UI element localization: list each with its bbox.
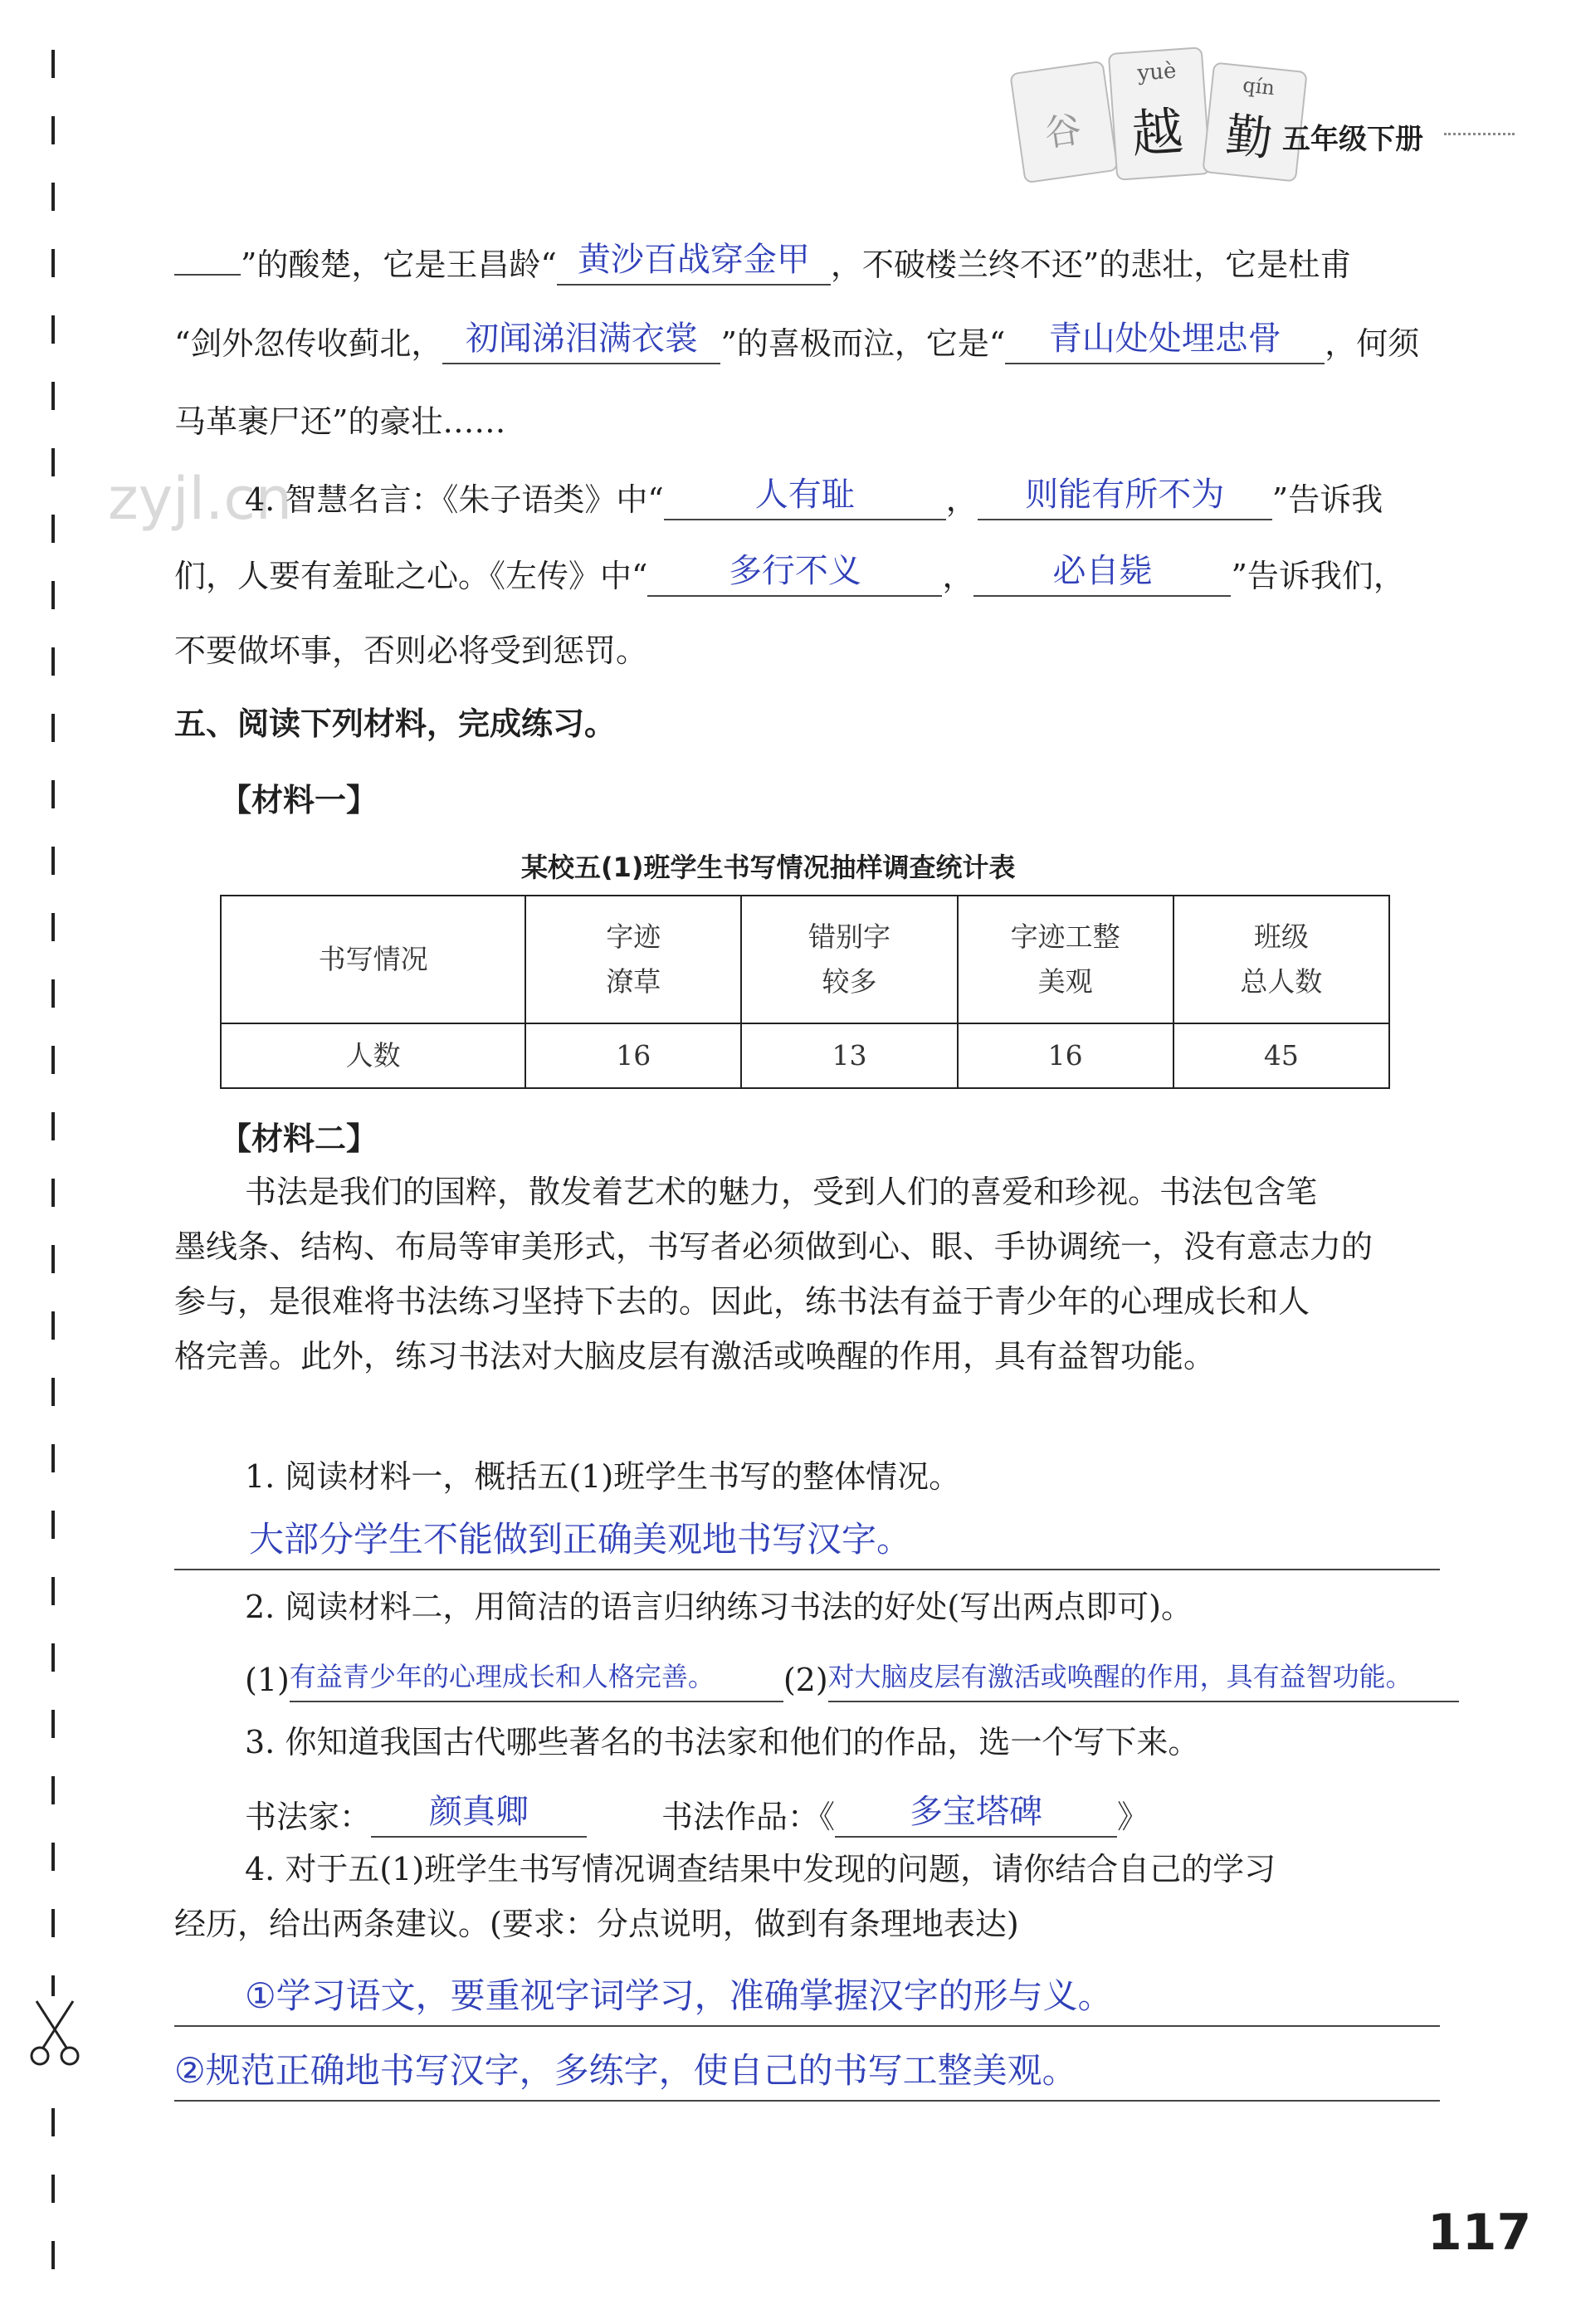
text: ”的喜极而泣，它是“ xyxy=(720,325,1006,362)
grade-label: 五年级下册 xyxy=(1282,123,1423,156)
header-cell xyxy=(1173,896,1389,1023)
header-cell xyxy=(958,896,1173,1023)
cell-text: 潦草 xyxy=(606,965,661,998)
question-3: 3. 你知道我国古代哪些著名的书法家和他们的作品，选一个写下来。 xyxy=(245,1724,1200,1760)
header-cell xyxy=(221,896,525,1023)
section-title: 五、阅读下列材料，完成练习。 xyxy=(174,706,617,742)
answer-blank xyxy=(647,552,942,597)
answer-blank xyxy=(1005,320,1325,364)
answer-text: 青山处处埋忠骨 xyxy=(1048,320,1281,358)
poem-line-3: 马革裹尸还”的豪壮…… xyxy=(174,403,506,440)
answer-blank xyxy=(371,1793,587,1838)
answer-text: 有益青少年的心理成长和人格完善。 xyxy=(289,1661,715,1692)
text: 4. 智慧名言：《朱子语类》中“ xyxy=(245,481,664,518)
text: 书法家： xyxy=(245,1799,372,1835)
text: ， xyxy=(945,481,978,518)
logo-char-qin: 勤 xyxy=(1222,108,1276,168)
material2-label: 【材料二】 xyxy=(220,1120,378,1157)
answer-line-q4-1 xyxy=(174,1975,1440,2027)
material1-label: 【材料一】 xyxy=(220,782,378,818)
text: ， xyxy=(942,558,974,594)
material2-line: 墨线条、结构、布局等审美形式，书写者必须做到心、眼、手协调统一，没有意志力的 xyxy=(174,1228,1374,1265)
text: ”告诉我们， xyxy=(1231,558,1405,594)
answer-text: 初闻涕泪满衣裳 xyxy=(465,320,698,358)
table-cell: 45 xyxy=(1173,1023,1389,1088)
cell-text: 书写情况 xyxy=(318,943,428,975)
header-logo xyxy=(996,42,1527,191)
blank-empty xyxy=(174,274,241,276)
material2-line: 格完善。此外，练习书法对大脑皮层有激活或唤醒的作用，具有益智功能。 xyxy=(174,1338,1216,1374)
logo-tile-gu xyxy=(1009,61,1119,184)
material2-line: 参与，是很难将书法练习坚持下去的。因此，练书法有益于青少年的心理成长和人 xyxy=(174,1283,1310,1320)
stats-table xyxy=(220,895,1390,1089)
answer-text: 多宝塔碑 xyxy=(910,1793,1043,1831)
cell-text: 班级 xyxy=(1253,920,1309,953)
answer-text: ①学习语文，要重视字词学习，准确掌握汉字的形与义。 xyxy=(245,1975,1113,2016)
row-label: 人数 xyxy=(221,1023,525,1088)
header-cell xyxy=(741,896,957,1023)
table-header-row xyxy=(221,896,1389,1023)
question-4-line-2: 经历，给出两条建议。(要求：分点说明，做到有条理地表达) xyxy=(174,1906,1019,1942)
text: ，何须 xyxy=(1325,325,1420,362)
answer-blank xyxy=(978,476,1272,520)
cell-text: 美观 xyxy=(1037,965,1093,998)
text: 们，人要有羞耻之心。《左传》中“ xyxy=(174,558,648,594)
question-4-line-1: 4. 对于五(1)班学生书写情况调查结果中发现的问题，请你结合自己的学习 xyxy=(245,1851,1276,1887)
answer-line-q1 xyxy=(174,1519,1440,1570)
grade-dotted-line xyxy=(1444,133,1515,137)
text: ”的酸楚，它是王昌龄“ xyxy=(241,247,557,283)
cell-text: 字迹 xyxy=(606,920,661,953)
poem-line-2 xyxy=(174,320,1420,364)
logo-tile-yue xyxy=(1108,46,1211,181)
answer-text: 颜真卿 xyxy=(429,1793,529,1831)
answer-text: ②规范正确地书写汉字，多练字，使自己的书写工整美观。 xyxy=(174,2050,1077,2091)
logo-char-yue: 越 xyxy=(1130,100,1186,165)
table-cell: 16 xyxy=(958,1023,1173,1088)
answer-blank xyxy=(442,320,720,364)
cut-line xyxy=(51,50,55,2291)
table-cell: 13 xyxy=(741,1023,957,1088)
answer-blank xyxy=(828,1661,1459,1702)
text: “剑外忽传收蓟北， xyxy=(174,325,443,362)
answer-blank xyxy=(290,1661,783,1702)
watermark: zyjl.cn xyxy=(108,465,293,533)
table-title: 某校五(1)班学生书写情况抽样调查统计表 xyxy=(521,852,1016,883)
cell-text: 字迹工整 xyxy=(1010,920,1120,953)
q4-line-1 xyxy=(245,476,1383,520)
answer-text: 对大脑皮层有激活或唤醒的作用，具有益智功能。 xyxy=(827,1661,1413,1692)
q3-answers xyxy=(245,1793,1149,1838)
text: ”告诉我 xyxy=(1271,481,1383,518)
material2-line: 书法是我们的国粹，散发着艺术的魅力，受到人们的喜爱和珍视。书法包含笔 xyxy=(245,1174,1318,1210)
q4-line-2 xyxy=(174,552,1405,597)
question-2: 2. 阅读材料二，用简洁的语言归纳练习书法的好处(写出两点即可)。 xyxy=(245,1589,1193,1625)
q4-line-3: 不要做坏事，否则必将受到惩罚。 xyxy=(174,632,648,669)
answer-blank xyxy=(664,476,946,520)
answer-text: 则能有所不为 xyxy=(1025,476,1225,514)
answer-blank xyxy=(557,241,831,286)
scissors-icon xyxy=(25,1996,85,2071)
cell-text: 错别字 xyxy=(808,920,890,953)
table-cell: 16 xyxy=(525,1023,741,1088)
text: 书法作品：《 xyxy=(661,1799,836,1835)
text: 》 xyxy=(1117,1799,1149,1835)
header-cell xyxy=(525,896,741,1023)
text: (1) xyxy=(245,1662,290,1698)
answer-blank xyxy=(835,1793,1117,1838)
answer-text: 大部分学生不能做到正确美观地书写汉字。 xyxy=(249,1519,912,1560)
answer-text: 必自毙 xyxy=(1052,552,1153,590)
answer-line-q4-2 xyxy=(174,2050,1440,2102)
page-number: 117 xyxy=(1427,2204,1532,2262)
cell-text: 总人数 xyxy=(1240,965,1323,998)
answer-text: 多行不义 xyxy=(728,552,861,590)
logo-char-gu: 谷 xyxy=(1042,108,1084,156)
answer-blank xyxy=(973,552,1231,597)
poem-line-1 xyxy=(174,241,1352,286)
q2-answers xyxy=(245,1660,1459,1702)
logo-pinyin-yue: yuè xyxy=(1136,58,1178,86)
logo-pinyin-qin: qín xyxy=(1242,73,1276,100)
table-row xyxy=(221,1023,1389,1088)
answer-text: 黄沙百战穿金甲 xyxy=(577,241,810,279)
text: ，不破楼兰终不还”的悲壮，它是杜甫 xyxy=(830,247,1352,283)
cell-text: 较多 xyxy=(822,965,877,998)
answer-text: 人有耻 xyxy=(754,476,855,514)
question-1: 1. 阅读材料一，概括五(1)班学生书写的整体情况。 xyxy=(245,1458,961,1495)
text: (2) xyxy=(783,1662,828,1698)
